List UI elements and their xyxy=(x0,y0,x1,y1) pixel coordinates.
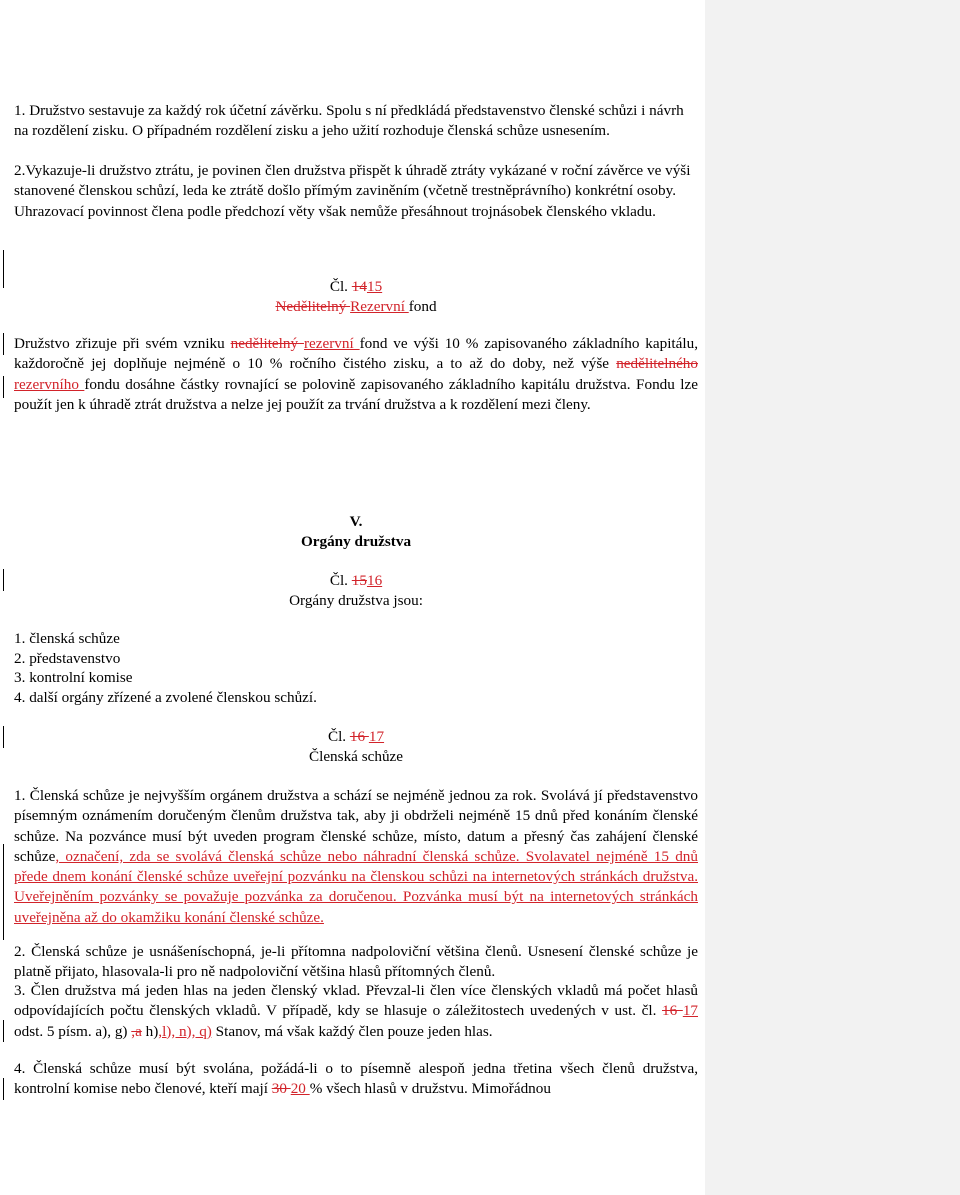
change-bar xyxy=(3,844,4,940)
change-bar xyxy=(3,569,4,591)
deleted-text: 15 xyxy=(351,572,367,589)
body-text: 4. Členská schůze musí být svolána, požádá-li o to písemně alespoň jedna třetina všech členů družstva, kontrolní komise nebo členové, kteří mají xyxy=(14,1060,698,1098)
art15-number xyxy=(14,277,698,297)
deleted-text: 16 xyxy=(349,728,369,745)
body-text: fond ve výši 10 % zapisovaného základního kapitálu, každoročně jej doplňuje nejméně o 10 % ročního čistého zisku, a to až do doby, než výše xyxy=(14,335,699,373)
comment-pane xyxy=(705,0,960,1195)
change-bar xyxy=(3,1020,4,1042)
body-text: 1. Členská schůze je nejvyšším orgánem družstva a schází se nejméně jednou za rok. Svolává jí představenstvo písemným oznámením doručeným členům družstva tak, aby ji obdrželi nejméně 15 dnů před konáním členské schůze. Na pozvánce musí být uveden program členské schůze, místo, datum a přesný čas zahájení členské schůze xyxy=(14,787,698,865)
body-text: % všech hlasů v družstvu. Mimořádnou xyxy=(309,1080,551,1098)
deleted-text: 16 xyxy=(662,1002,683,1020)
deleted-text: nedělitelný xyxy=(230,335,304,352)
art17-paragraph-3 xyxy=(14,981,698,1042)
organ-list-item: 1. členská schůze xyxy=(14,630,120,647)
organ-list-item: 3. kontrolní komise xyxy=(14,669,133,686)
art15-title xyxy=(14,297,698,317)
art16-number xyxy=(14,571,698,591)
article-prefix: Čl. xyxy=(327,728,350,745)
body-text: 3. Člen družstva má jeden hlas na jeden členský vklad. Převzal-li člen více členských vkladů má počet hlasů odpovídajících počtu členských vkladů. V případě, kdy se hlasuje o záležitostech uvedených v ust. čl. xyxy=(14,982,698,1020)
article-title-text: fond xyxy=(408,298,437,315)
inserted-text: 15 xyxy=(366,278,383,295)
change-bar xyxy=(3,333,4,355)
body-text: Stanov, má však každý člen pouze jeden hlas. xyxy=(211,1022,493,1040)
deleted-text: nedělitelného xyxy=(616,355,698,373)
part-heading-text: Orgány družstva xyxy=(300,533,412,550)
inserted-text: rezervního xyxy=(14,375,85,393)
inserted-text: 20 xyxy=(290,1080,310,1098)
article-prefix: Čl. xyxy=(329,572,352,589)
art14-paragraph-2: 2.Vykazuje-li družstvo ztrátu, je povinen člen družstva přispět k úhradě ztráty vykázané v roční závěrce ve výši stanovené členskou schůzí, leda ke ztrátě došlo přímým zaviněním (včetně trestněprávního) konkrétní osoby. Uhrazovací povinnost člena podle předchozí věty však nemůže přesáhnout trojnásobek členského vkladu. xyxy=(14,162,691,220)
deleted-text: ,a xyxy=(131,1022,142,1040)
inserted-text: Rezervní xyxy=(350,298,409,315)
change-bar xyxy=(3,250,4,288)
organ-list-item: 2. představenstvo xyxy=(14,650,121,667)
change-bar xyxy=(3,376,4,398)
inserted-text: 17 xyxy=(368,728,385,745)
deleted-text: 14 xyxy=(351,278,367,295)
body-text: h) xyxy=(141,1022,159,1040)
art15-body xyxy=(14,334,698,415)
art17-paragraph-2: 2. Členská schůze je usnášeníschopná, je-li přítomna nadpoloviční většina členů. Usnesení členské schůze je platně přijato, hlasovala-li pro ně nadpoloviční většina hlasů přítomných členů. xyxy=(14,943,698,981)
art17-paragraph-1 xyxy=(14,786,698,928)
change-bar xyxy=(3,726,4,748)
body-text: odst. 5 písm. a), g) xyxy=(14,1022,132,1040)
inserted-text: rezervní xyxy=(303,335,360,352)
change-bar xyxy=(3,1078,4,1100)
organ-list-item: 4. další orgány zřízené a zvolené členskou schůzí. xyxy=(14,689,317,706)
article-prefix: Čl. xyxy=(329,278,352,295)
art17-number xyxy=(14,727,698,747)
deleted-text: 30 xyxy=(271,1080,291,1098)
part-heading xyxy=(14,532,698,552)
part-number: V. xyxy=(349,513,363,530)
body-text: Družstvo zřizuje při svém vzniku xyxy=(14,335,231,352)
body-text: fondu dosáhne částky rovnající se polovině zapisovaného základního kapitálu družstva. Fondu lze použít jen k úhradě ztrát družstva a nelze jej použít za trvání družstva a k rozdělení mezi členy. xyxy=(14,375,698,413)
inserted-text: 16 xyxy=(366,572,383,589)
art17-title: Členská schůze xyxy=(308,748,404,765)
deleted-text: Nedělitelný xyxy=(275,298,351,315)
art17-paragraph-4 xyxy=(14,1059,698,1100)
art16-title: Orgány družstva jsou: xyxy=(289,592,423,609)
art14-paragraph-1: 1. Družstvo sestavuje za každý rok účetní závěrku. Spolu s ní předkládá představenstvo členské schůzi i návrh na rozdělení zisku. O případném rozdělení zisku a jeho užití rozhoduje členská schůze usnesením. xyxy=(14,102,684,140)
inserted-text: , označení, zda se svolává členská schůze nebo náhradní členská schůze. Svolavatel nejméně 15 dnů přede dnem konání členské schůze uveřejní pozvánku na členskou schůzi na internetových stránkách družstva. Uveřejněním pozvánky se považuje pozvánka za doručenou. Pozvánka musí být na internetových stránkách uveřejněna až do okamžiku konání členské schůze. xyxy=(14,847,698,926)
inserted-text: ,l), n), q) xyxy=(158,1022,212,1040)
inserted-text: 17 xyxy=(682,1002,698,1020)
part-roman-numeral xyxy=(14,512,698,532)
